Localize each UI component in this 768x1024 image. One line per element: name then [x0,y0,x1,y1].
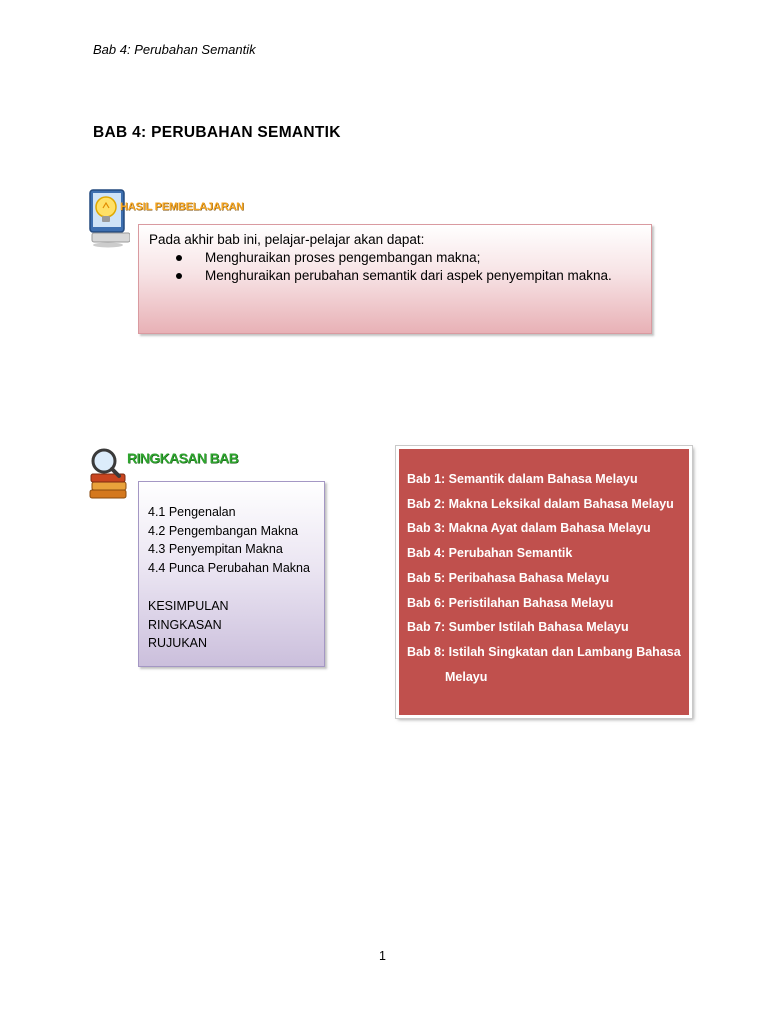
learning-outcomes-intro: Pada akhir bab ini, pelajar-pelajar akan dapat: [149,232,425,247]
book-chapter-item-continuation: Melayu [445,669,488,684]
book-chapter-item: Bab 3: Makna Ayat dalam Bahasa Melayu [407,521,651,536]
page-number: 1 [379,949,386,963]
list-item: Menghuraikan perubahan semantik dari aspek penyempitan makna. [173,267,641,285]
summary-section-item: 4.1 Pengenalan [148,505,236,519]
book-chapter-item: Bab 4: Perubahan Semantik [407,546,573,561]
book-chapter-item: Bab 6: Peristilahan Bahasa Melayu [407,595,614,610]
book-chapter-item: Bab 2: Makna Leksikal dalam Bahasa Melayu [407,496,674,511]
summary-section-item: 4.3 Penyempitan Makna [148,542,283,557]
book-chapter-item: Bab 1: Semantik dalam Bahasa Melayu [407,472,638,486]
running-header: Bab 4: Perubahan Semantik [93,42,256,57]
learning-outcomes-label: HASIL PEMBELAJARAN [120,201,244,213]
lightbulb-monitor-icon [86,184,130,248]
learning-outcomes-list [149,249,641,285]
summary-extra-item: RUJUKAN [148,636,208,651]
summary-section-item: 4.2 Pengembangan Makna [148,523,299,538]
summary-extra-item: RINGKASAN [148,617,222,632]
chapter-summary-box [138,481,325,667]
book-chapter-item: Bab 7: Sumber Istilah Bahasa Melayu [407,620,629,635]
book-chapters-box [396,446,692,718]
summary-extra-item: KESIMPULAN [148,598,229,613]
list-item: Menghuraikan proses pengembangan makna; [173,249,641,267]
book-chapter-item: Bab 8: Istilah Singkatan dan Lambang Bahasa [407,644,681,659]
chapter-title: BAB 4: PERUBAHAN SEMANTIK [93,124,341,141]
summary-section-item: 4.4 Punca Perubahan Makna [148,561,310,576]
learning-outcomes-box [138,224,652,334]
chapter-summary-label: RINGKASAN BAB [127,450,239,466]
book-chapter-item: Bab 5: Peribahasa Bahasa Melayu [407,570,610,585]
